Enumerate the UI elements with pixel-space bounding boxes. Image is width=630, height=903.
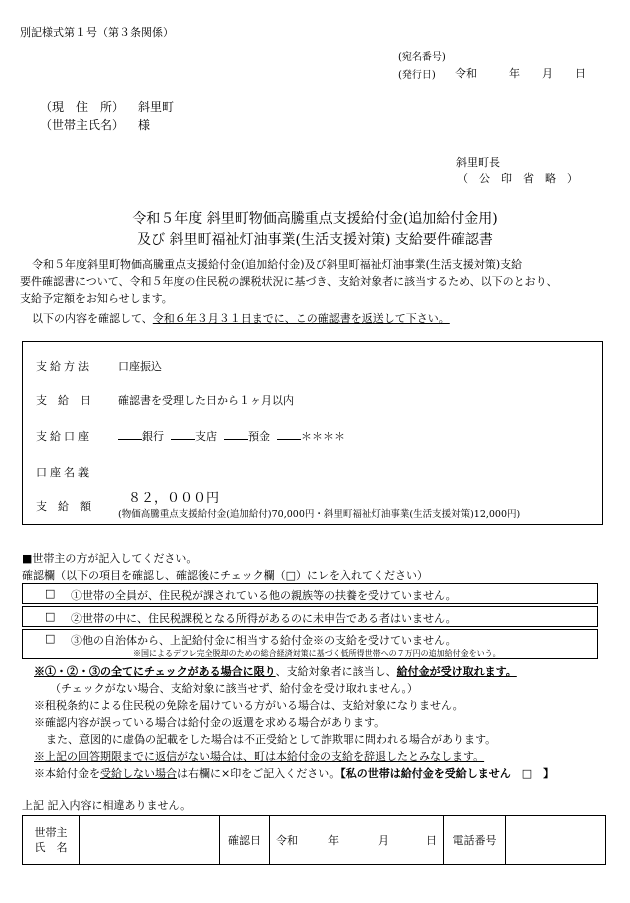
form-id: 別記様式第１号（第３条関係） xyxy=(20,26,174,39)
confirm-date-label: 確認日 xyxy=(219,816,269,864)
confirm-notice: ■世帯主の方が記入してください。 xyxy=(22,552,198,565)
confirm-item-1 xyxy=(22,583,598,604)
address-label: （現 住 所） xyxy=(40,100,125,114)
intro-line-1: 令和５年度斜里町物価高騰重点支援給付金(追加給付金)及び斜里町福祉灯油事業(生活支援対策)支給 xyxy=(32,258,523,271)
note-7 xyxy=(34,765,554,781)
note-6: ※上記の回答期限までに返信がない場合は、町は本給付金の支給を辞退したとみなします。 xyxy=(34,750,485,763)
note-7-condition: 受給しない場合 xyxy=(100,767,177,780)
head-name-label-2: 氏 名 xyxy=(34,841,68,854)
confirm-instruction: 確認欄（以下の項目を確認し、確認後にチェック欄（□）にレを入れてください） xyxy=(22,569,429,582)
payment-amount-label: 支 給 額 xyxy=(36,500,91,513)
issue-date-label: (発行日) xyxy=(398,70,436,81)
confirm-date-month: 月 xyxy=(378,834,389,847)
confirm-item-3 xyxy=(22,629,598,659)
bank-label: 銀行 xyxy=(142,430,164,443)
phone-input[interactable] xyxy=(505,816,605,864)
note-4: ※確認内容が誤っている場合は給付金の返還を求める場合があります。 xyxy=(34,716,386,729)
issue-date-era: 令和 xyxy=(455,67,477,80)
issuer-name: 斜里町長 xyxy=(456,156,500,169)
confirm-date-input[interactable] xyxy=(269,816,443,864)
payment-method-label: 支給方法 xyxy=(36,360,92,373)
issuer-seal: （ 公 印 省 略 ） xyxy=(457,172,578,185)
head-name-honorific: 様 xyxy=(138,118,151,132)
issue-date-year: 年 xyxy=(509,67,520,80)
branch-label: 支店 xyxy=(195,430,217,443)
intro-deadline-prefix: 以下の内容を確認して、 xyxy=(32,312,153,325)
note-5: また、意図的に虚偽の記載をした場合は不正受給として詐欺罪に問われる場合があります。 xyxy=(46,733,497,746)
confirm-date-day: 日 xyxy=(426,834,437,847)
note-2: （チェックがない場合、支給対象に該当せず、給付金を受け取れません。） xyxy=(50,682,418,695)
confirm-date-year: 年 xyxy=(328,834,339,847)
note-1-condition: ※①・②・③の全てにチェックがある場合に限り xyxy=(34,665,276,678)
confirm-item-3-note: ※国によるデフレ完全脱却のための総合経済対策に基づく低所得世帯への７万円の追加給付金をいう。 xyxy=(133,649,501,658)
payment-date-label: 支 給 日 xyxy=(36,394,91,407)
recipient-number-label: (宛名番号) xyxy=(398,52,446,63)
confirm-checkbox-1[interactable]: □ xyxy=(45,587,56,600)
account-holder-label: 口座名義 xyxy=(36,466,92,479)
intro-line-3: 支給予定額をお知らせします。 xyxy=(20,292,173,305)
note-1-result: 給付金が受け取れます。 xyxy=(396,665,517,678)
issue-date-month: 月 xyxy=(542,67,553,80)
deposit-label: 預金 xyxy=(248,430,270,443)
payment-date-value: 確認書を受理した日から１ヶ月以内 xyxy=(118,394,294,407)
title-line-2: 及び 斜里町福祉灯油事業(生活支援対策) 支給要件確認書 xyxy=(137,232,493,248)
phone-label: 電話番号 xyxy=(443,816,505,864)
issue-date-day: 日 xyxy=(575,67,586,80)
payment-account-label: 支給口座 xyxy=(36,430,92,443)
head-name-label-1: 世帯主 xyxy=(34,826,68,839)
note-3: ※租税条約による住民税の免除を届けている方がいる場合は、支給対象になりません。 xyxy=(34,699,464,712)
intro-deadline-date: 令和６年３月３１日までに、この確認書を返送して下さい。 xyxy=(152,312,450,325)
payment-amount-value: ８２，０００円 xyxy=(128,491,220,506)
head-name-label-cell xyxy=(23,816,79,864)
decline-checkbox[interactable]: 【私の世帯は給付金を受給しません □ 】 xyxy=(340,767,555,780)
confirm-date-era: 令和 xyxy=(276,834,298,847)
payment-method-value: 口座振込 xyxy=(118,360,162,373)
payment-account-value xyxy=(118,428,345,444)
signature-statement: 上記 記入内容に相違ありません。 xyxy=(22,799,192,812)
address-value: 斜里町 xyxy=(138,100,175,114)
confirm-checkbox-2[interactable]: □ xyxy=(45,610,56,623)
note-7-instruction: は右欄に×印をご記入ください。 xyxy=(177,767,341,780)
confirm-item-1-text: ①世帯の全員が、住民税が課されている他の親族等の扶養を受けていません。 xyxy=(71,589,457,602)
confirm-item-3-text: ③他の自治体から、上記給付金に相当する給付金※の支給を受けていません。 xyxy=(71,634,457,647)
head-name-input[interactable] xyxy=(79,816,219,864)
intro-line-2: 要件確認書について、令和５年度の住民税の課税状況に基づき、支給対象者に該当するため、以下のとおり、 xyxy=(20,275,558,288)
confirm-item-2-text: ②世帯の中に、住民税課税となる所得があるのに未申告である者はいません。 xyxy=(71,612,457,625)
note-1 xyxy=(34,663,517,679)
note-1-middle: 、支給対象者に該当し、 xyxy=(275,665,397,678)
title-line-1: 令和５年度 斜里町物価高騰重点支援給付金(追加給付金用) xyxy=(132,211,498,227)
payment-amount-detail: (物価高騰重点支援給付金(追加給付)70,000円・斜里町福祉灯油事業(生活支援対策)12,000円) xyxy=(118,509,521,520)
confirm-item-2 xyxy=(22,606,598,627)
intro-deadline xyxy=(32,310,450,326)
head-name-label: （世帯主氏名） xyxy=(40,118,125,132)
note-7-prefix: ※本給付金を xyxy=(34,767,100,780)
signature-table xyxy=(22,815,606,865)
account-number: ＊＊＊＊ xyxy=(301,430,345,443)
confirm-checkbox-3[interactable]: □ xyxy=(45,632,56,645)
